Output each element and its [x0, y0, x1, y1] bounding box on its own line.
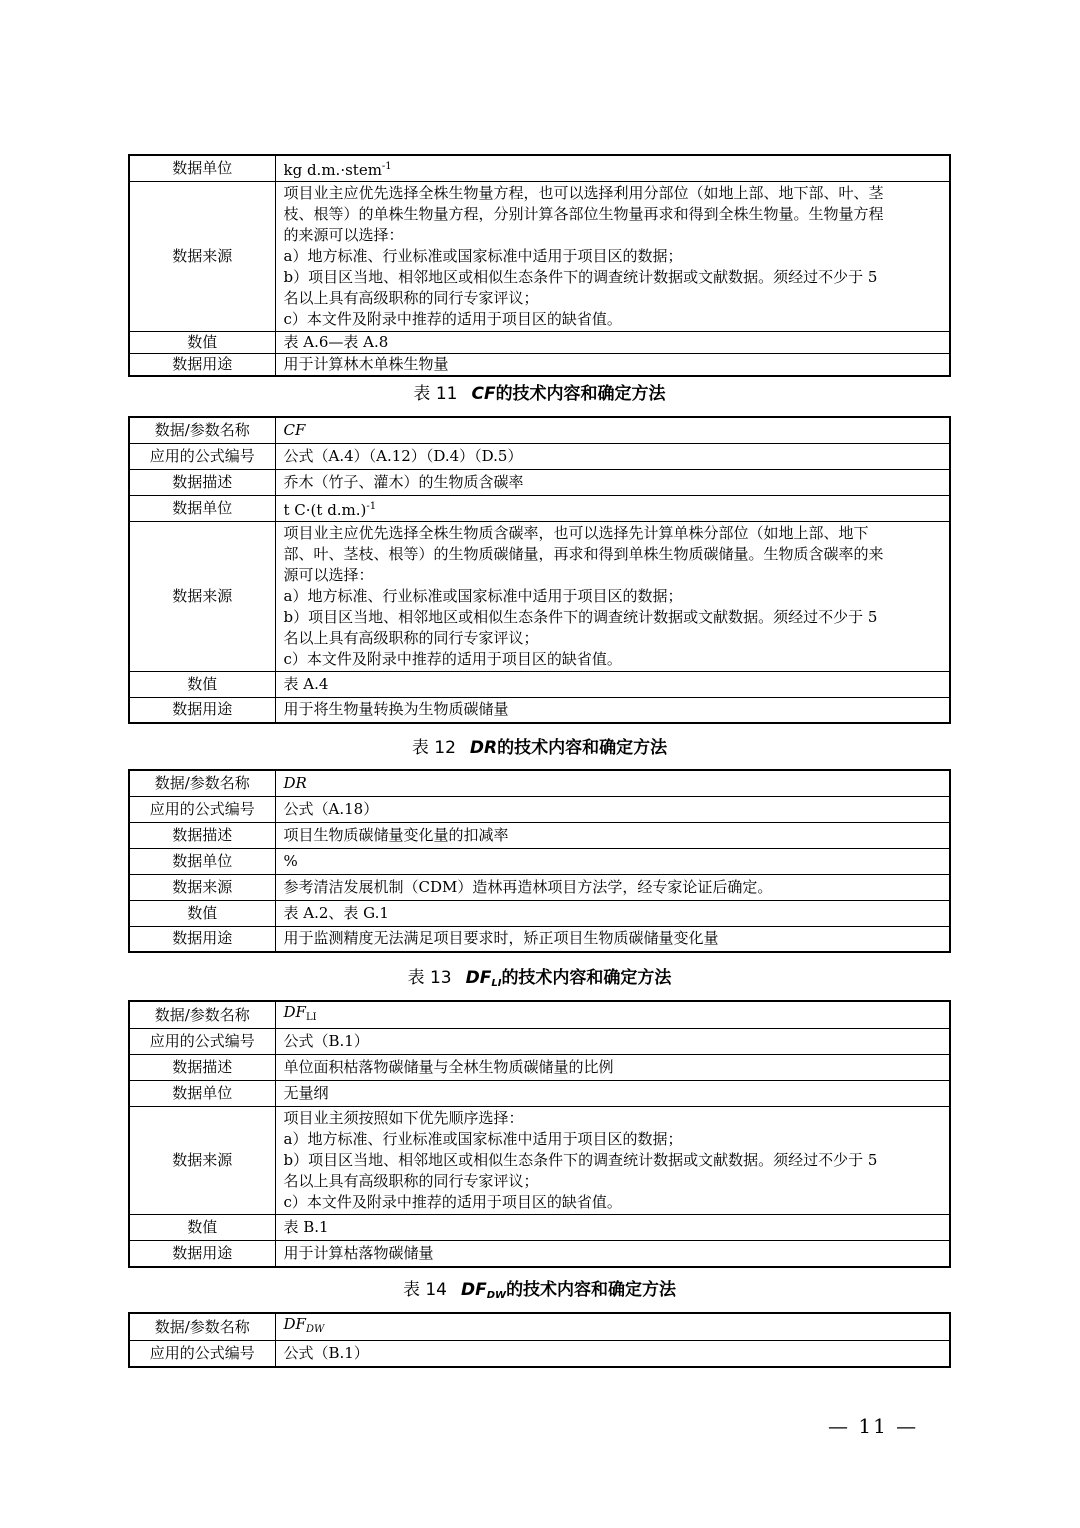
row-value: 表 B.1 — [275, 1215, 950, 1241]
table-row — [129, 796, 950, 822]
unit-text: t C·(t d.m.) — [283, 500, 367, 519]
row-value: 表 A.4 — [275, 671, 950, 697]
row-key: 数据单位 — [129, 495, 275, 521]
text-line: b）项目区当地、相邻地区或相似生态条件下的调查统计数据或文献数据。须经过不少于 5 — [283, 607, 878, 626]
row-value: % — [275, 848, 950, 874]
row-key: 数据来源 — [129, 1107, 275, 1215]
table-row — [129, 671, 950, 697]
row-key: 数据用途 — [129, 354, 275, 377]
row-key: 数据来源 — [129, 182, 275, 332]
table-caption-13 — [128, 966, 951, 996]
caption-text: 的技术内容和确定方法 — [497, 738, 668, 758]
table-row — [129, 1029, 950, 1055]
row-value: 表 A.6—表 A.8 — [275, 332, 950, 354]
symbol-text: DF — [283, 1003, 306, 1021]
text-line: 名以上具有高级职称的同行专家评议； — [283, 1172, 539, 1190]
caption-text: 的技术内容和确定方法 — [495, 384, 666, 404]
row-key: 数据描述 — [129, 1055, 275, 1081]
row-key: 数据描述 — [129, 469, 275, 495]
row-value — [275, 155, 950, 182]
table-row — [129, 521, 950, 671]
table-row — [129, 182, 950, 332]
row-key: 数据/参数名称 — [129, 417, 275, 443]
unit-sup: -1 — [366, 500, 377, 512]
caption-symbol: DF — [460, 1280, 487, 1300]
row-key: 数据/参数名称 — [129, 1001, 275, 1029]
row-value: 参考清洁发展机制（CDM）造林再造林项目方法学，经专家论证后确定。 — [275, 874, 950, 900]
table-row — [129, 1107, 950, 1215]
caption-text: 的技术内容和确定方法 — [501, 968, 672, 988]
table-row — [129, 354, 950, 377]
row-value: 项目生物质碳储量变化量的扣减率 — [275, 822, 950, 848]
row-value: 公式（A.4）（A.12）（D.4）（D.5） — [275, 443, 950, 469]
row-key: 数据来源 — [129, 874, 275, 900]
table-row — [129, 848, 950, 874]
unit-text: kg d.m.·stem — [283, 161, 382, 179]
text-line: 项目业主应优先选择全株生物质含碳率，也可以选择先计算单株分部位（如地上部、地下 — [283, 523, 869, 542]
row-key: 数据用途 — [129, 697, 275, 723]
table-row — [129, 926, 950, 952]
table-11 — [128, 416, 951, 724]
row-value — [275, 1001, 950, 1029]
row-value: 乔木（竹子、灌木）的生物质含碳率 — [275, 469, 950, 495]
text-line: 的来源可以选择： — [283, 226, 404, 244]
table-row — [129, 900, 950, 926]
caption-number: 表 11 — [413, 384, 458, 404]
text-line: a）地方标准、行业标准或国家标准中适用于项目区的数据； — [283, 586, 683, 605]
caption-symbol: DF — [465, 968, 492, 988]
row-key: 数值 — [129, 900, 275, 926]
row-value — [275, 182, 950, 332]
table-row — [129, 770, 950, 796]
table-14 — [128, 1312, 951, 1368]
row-value — [275, 521, 950, 671]
row-value: CF — [275, 417, 950, 443]
table-row — [129, 697, 950, 723]
caption-text: 的技术内容和确定方法 — [506, 1280, 677, 1300]
caption-symbol: DR — [469, 738, 498, 758]
table-row — [129, 1341, 950, 1367]
table-row — [129, 1001, 950, 1029]
row-value: 用于监测精度无法满足项目要求时，矫正项目生物质碳储量变化量 — [275, 926, 950, 952]
table-row — [129, 443, 950, 469]
text-line: 名以上具有高级职称的同行专家评议； — [283, 289, 539, 307]
row-key: 数据用途 — [129, 1241, 275, 1267]
text-line: b）项目区当地、相邻地区或相似生态条件下的调查统计数据或文献数据。须经过不少于 5 — [283, 268, 878, 286]
table-top-continued — [128, 154, 951, 377]
text-line: 部、叶、茎枝、根等）的生物质碳储量，再求和得到单株生物质碳储量。生物质含碳率的来 — [283, 544, 884, 563]
text-line: c）本文件及附录中推荐的适用于项目区的缺省值。 — [283, 310, 622, 328]
table-row — [129, 332, 950, 354]
row-value: 单位面积枯落物碳储量与全林生物质碳储量的比例 — [275, 1055, 950, 1081]
symbol-text: DF — [283, 1315, 306, 1333]
row-value — [275, 1313, 950, 1341]
symbol-subscript: DW — [305, 1324, 325, 1335]
row-value — [275, 1107, 950, 1215]
text-line: c）本文件及附录中推荐的适用于项目区的缺省值。 — [283, 649, 622, 668]
row-key: 数据单位 — [129, 155, 275, 182]
table-row — [129, 155, 950, 182]
text-line: 项目业主应优先选择全株生物量方程，也可以选择利用分部位（如地上部、地下部、叶、茎 — [283, 184, 884, 202]
row-value: 公式（B.1） — [275, 1029, 950, 1055]
row-key: 应用的公式编号 — [129, 796, 275, 822]
table-row — [129, 417, 950, 443]
row-key: 数据描述 — [129, 822, 275, 848]
caption-number: 表 14 — [402, 1280, 447, 1300]
text-line: a）地方标准、行业标准或国家标准中适用于项目区的数据； — [283, 247, 683, 265]
text-line: 项目业主须按照如下优先顺序选择： — [283, 1109, 524, 1127]
row-value: 公式（B.1） — [275, 1341, 950, 1367]
row-key: 数据/参数名称 — [129, 770, 275, 796]
table-caption-12 — [128, 736, 951, 760]
table-caption-11 — [128, 382, 951, 406]
page-number: — 11 — — [828, 1414, 919, 1438]
row-value: 公式（A.18） — [275, 796, 950, 822]
row-key: 数值 — [129, 671, 275, 697]
table-12 — [128, 769, 951, 953]
text-line: 枝、根等）的单株生物量方程，分别计算各部位生物量再求和得到全株生物量。生物量方程 — [283, 205, 884, 223]
table-row — [129, 1055, 950, 1081]
row-key: 数值 — [129, 332, 275, 354]
row-value: 用于计算枯落物碳储量 — [275, 1241, 950, 1267]
row-key: 应用的公式编号 — [129, 1029, 275, 1055]
text-line: 名以上具有高级职称的同行专家评议； — [283, 628, 539, 647]
table-13 — [128, 1000, 951, 1268]
row-key: 数据单位 — [129, 848, 275, 874]
caption-subscript: DW — [486, 1290, 507, 1301]
text-line: a）地方标准、行业标准或国家标准中适用于项目区的数据； — [283, 1130, 683, 1148]
row-key: 数据单位 — [129, 1081, 275, 1107]
table-row — [129, 1081, 950, 1107]
symbol-subscript: LI — [305, 1012, 317, 1023]
caption-symbol: CF — [471, 384, 496, 404]
row-key: 数据来源 — [129, 521, 275, 671]
table-row — [129, 1241, 950, 1267]
caption-number: 表 13 — [407, 968, 452, 988]
row-value: 用于将生物量转换为生物质碳储量 — [275, 697, 950, 723]
table-row — [129, 1313, 950, 1341]
row-value — [275, 495, 950, 521]
row-value: 用于计算林木单株生物量 — [275, 354, 950, 377]
table-row — [129, 469, 950, 495]
row-key: 数据/参数名称 — [129, 1313, 275, 1341]
table-caption-14 — [128, 1278, 951, 1308]
row-key: 数值 — [129, 1215, 275, 1241]
caption-subscript: LI — [491, 978, 502, 989]
text-line: 源可以选择： — [283, 565, 374, 584]
text-line: c）本文件及附录中推荐的适用于项目区的缺省值。 — [283, 1193, 622, 1211]
table-row — [129, 1215, 950, 1241]
unit-sup: -1 — [381, 161, 392, 172]
table-row — [129, 495, 950, 521]
table-row — [129, 822, 950, 848]
caption-number: 表 12 — [411, 738, 456, 758]
row-key: 数据用途 — [129, 926, 275, 952]
table-row — [129, 874, 950, 900]
row-key: 应用的公式编号 — [129, 443, 275, 469]
row-value: 无量纲 — [275, 1081, 950, 1107]
row-value: 表 A.2、表 G.1 — [275, 900, 950, 926]
row-key: 应用的公式编号 — [129, 1341, 275, 1367]
text-line: b）项目区当地、相邻地区或相似生态条件下的调查统计数据或文献数据。须经过不少于 5 — [283, 1151, 878, 1169]
row-value: DR — [275, 770, 950, 796]
